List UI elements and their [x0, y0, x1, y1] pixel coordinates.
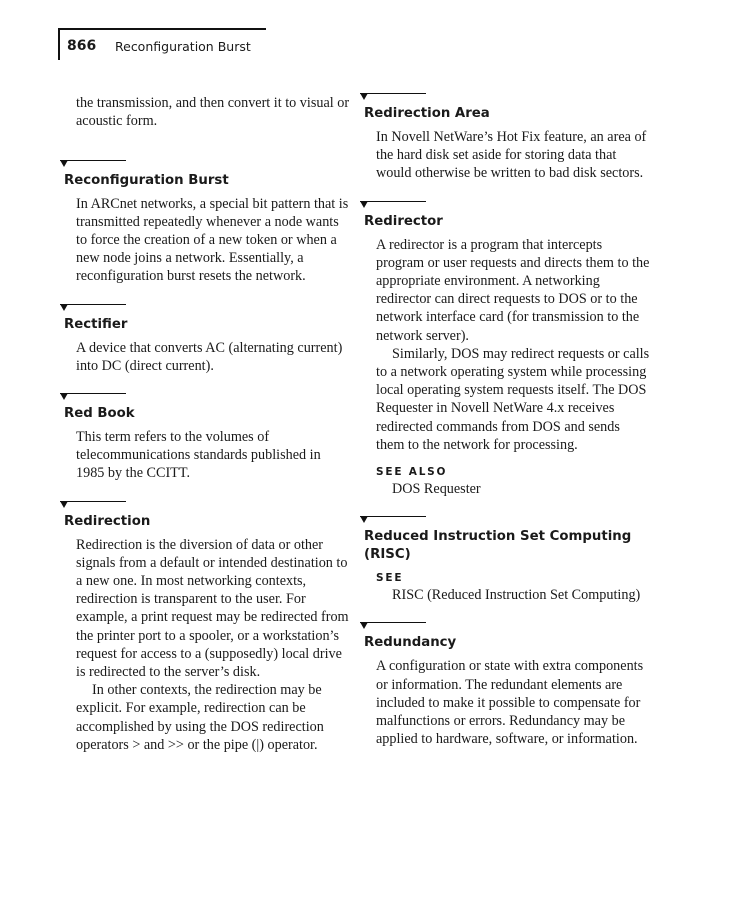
left-column [60, 94, 350, 754]
entry-term: Redirection [64, 513, 151, 529]
entry-definition: This term refers to the volumes of telecommunications standards published in 1985 by the CCITT. [76, 429, 321, 482]
entry-redirector [360, 201, 650, 499]
entry-marker [60, 393, 350, 405]
entry-marker [360, 93, 650, 105]
entry-definition-continued: In other contexts, the redirection may be explicit. For example, redirection can be accomplished by using the DOS redirection operators > and >> or the pipe (|) operator. [76, 682, 324, 753]
entry-term: Rectifier [64, 316, 128, 332]
entry-marker [60, 501, 350, 513]
entry-rectifier [60, 304, 350, 375]
entry-marker [360, 622, 650, 634]
entry-marker [60, 304, 350, 316]
running-title: Reconfiguration Burst [115, 39, 251, 54]
see-label: SEE [376, 572, 404, 585]
entry-marker [360, 201, 650, 213]
triangle-marker-icon [360, 516, 368, 523]
entry-definition: A device that converts AC (alternating current) into DC (direct current). [76, 339, 343, 374]
entry-term: Reduced Instruction Set Computing (RISC) [364, 529, 632, 563]
entry-definition-continued: Similarly, DOS may redirect requests or calls to a network operating system while processing local operating system requests itself. The DOS Requester in Novell NetWare 4.x receives redirected commands from DOS and sends them to the network for processing. [376, 345, 650, 453]
see-also-reference[interactable]: DOS Requester [392, 481, 481, 498]
entry-term: Reconfiguration Burst [64, 172, 229, 188]
entry-redundancy [360, 622, 650, 748]
entry-definition: A configuration or state with extra components or information. The redundant elements are included to make it possible to compensate for malfunctions or errors. Redundancy may be applied to hardware, software, or information. [376, 658, 644, 748]
entry-term: Redundancy [364, 635, 457, 651]
triangle-marker-icon [60, 160, 68, 167]
triangle-marker-icon [60, 501, 68, 508]
page-number: 866 [67, 38, 97, 54]
entry-term: Red Book [64, 406, 135, 422]
triangle-marker-icon [360, 201, 368, 208]
entry-red-book [60, 393, 350, 483]
triangle-marker-icon [360, 93, 368, 100]
entry-redirection [60, 501, 350, 754]
entry-definition: In Novell NetWare’s Hot Fix feature, an area of the hard disk set aside for storing data that would otherwise be written to bad disk sectors. [376, 129, 647, 182]
triangle-marker-icon [60, 393, 68, 400]
entry-definition: A redirector is a program that intercepts program or user requests and directs them to the appropriate environment. A networking redirector can direct requests to DOS or to the network interface card (for transmission to the network server). [376, 236, 650, 344]
entry-marker [60, 160, 350, 172]
entry-term: Redirector [364, 213, 443, 229]
see-reference[interactable]: RISC (Reduced Instruction Set Computing) [392, 587, 641, 604]
see-also-label: SEE ALSO [376, 466, 448, 479]
triangle-marker-icon [360, 622, 368, 629]
entry-reconfiguration-burst [60, 160, 350, 286]
entry-marker [360, 516, 650, 528]
running-header [58, 28, 266, 60]
entry-redirection-area [360, 93, 650, 183]
triangle-marker-icon [60, 304, 68, 311]
right-column [360, 93, 650, 748]
entry-definition: In ARCnet networks, a special bit pattern that is transmitted repeatedly whenever a node wants to force the creation of a new token or when a new node joins a network. Essentially, a reconfiguration burst resets the network. [76, 195, 349, 285]
continuation-text: the transmission, and then convert it to visual or acoustic form. [76, 95, 350, 130]
entry-definition: Redirection is the diversion of data or other signals from a default or intended destination to a new one. In most networking contexts, redirection is transparent to the user. For example, a print request may be redirected from the printer port to a spooler, or a workstation’s request for access to a (supposedly) local drive is redirected to the server’s disk. [76, 536, 349, 681]
entry-risc [360, 516, 650, 604]
entry-term: Redirection Area [364, 106, 490, 121]
